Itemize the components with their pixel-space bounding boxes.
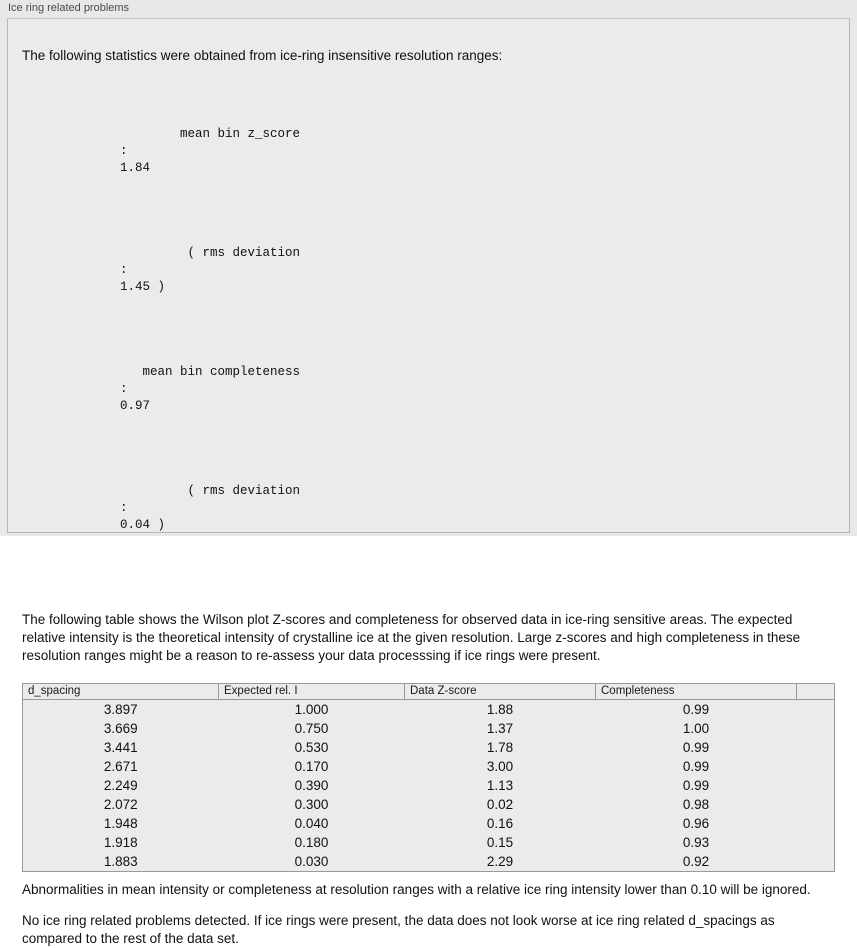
statistics-value: 1.45 ) <box>120 280 166 294</box>
cell-d-spacing: 3.441 <box>103 740 138 755</box>
cell-data-z-score: 3.00 <box>486 759 514 774</box>
intro-text: The following statistics were obtained from ice-ring insensitive resolution ranges: <box>22 48 503 63</box>
statistics-value: 0.97 <box>120 399 151 413</box>
statistics-separator: : <box>120 382 128 396</box>
cell-d-spacing: 2.671 <box>103 759 138 774</box>
cell-completeness: 0.98 <box>682 797 710 812</box>
cell-spacer <box>797 814 835 833</box>
statistics-value: 0.04 ) <box>120 518 166 532</box>
table-row <box>23 757 834 776</box>
statistics-label: mean bin z_score <box>179 127 301 141</box>
statistics-value: 1.84 <box>120 161 151 175</box>
statistics-separator: : <box>120 144 128 158</box>
cell-spacer <box>797 795 835 814</box>
table-header-row <box>23 684 834 700</box>
cell-spacer <box>797 719 835 738</box>
table-row <box>23 814 834 833</box>
cell-expected-rel-i: 0.530 <box>294 740 329 755</box>
cell-completeness: 0.99 <box>682 759 710 774</box>
conclusion-text: No ice ring related problems detected. If ice rings were present, the data does not look worse at ice ring related d_spacings as compared to the rest of the data set. <box>22 913 775 946</box>
table-row <box>23 852 834 871</box>
report-panel <box>7 18 850 946</box>
column-header-completeness: Completeness <box>596 684 797 700</box>
statistics-row <box>60 109 835 194</box>
cell-data-z-score: 1.78 <box>486 740 514 755</box>
cell-data-z-score: 0.02 <box>486 797 514 812</box>
column-header-data-z-score: Data Z-score <box>405 684 596 700</box>
cell-completeness: 0.99 <box>682 740 710 755</box>
column-header-expected-rel-i: Expected rel. I <box>219 684 405 700</box>
footnote-text: Abnormalities in mean intensity or completeness at resolution ranges with a relative ice ring intensity lower than 0.10 will be ignored. <box>22 882 811 897</box>
description-text: The following table shows the Wilson plot Z-scores and completeness for observed data in ice-ring sensitive areas. The expected relative intensity is the theoretical intensity of crystalline ice at the given resolution. Large z-scores and high completeness in these resolution ranges might be a reason to re-assess your data processsing if ice rings were present. <box>22 612 801 663</box>
cell-completeness: 0.99 <box>682 778 710 793</box>
cell-d-spacing: 1.883 <box>103 854 138 869</box>
window-title: Ice ring related problems <box>0 0 857 18</box>
statistics-label: ( rms deviation <box>187 246 301 260</box>
cell-expected-rel-i: 0.180 <box>294 835 329 850</box>
cell-completeness: 0.93 <box>682 835 710 850</box>
cell-expected-rel-i: 0.170 <box>294 759 329 774</box>
column-header-spacer <box>797 684 835 700</box>
cell-spacer <box>797 738 835 757</box>
cell-data-z-score: 1.88 <box>486 702 514 717</box>
statistics-label: ( rms deviation <box>187 484 301 498</box>
cell-d-spacing: 3.897 <box>103 702 138 717</box>
statistics-label: mean bin completeness <box>142 365 301 379</box>
table-row <box>23 776 834 795</box>
cell-completeness: 0.92 <box>682 854 710 869</box>
table-row <box>23 719 834 738</box>
table-row <box>23 700 834 720</box>
statistics-row <box>60 228 835 313</box>
cell-spacer <box>797 757 835 776</box>
cell-data-z-score: 0.16 <box>486 816 514 831</box>
cell-data-z-score: 2.29 <box>486 854 514 869</box>
cell-d-spacing: 3.669 <box>103 721 138 736</box>
cell-d-spacing: 1.948 <box>103 816 138 831</box>
cell-data-z-score: 0.15 <box>486 835 514 850</box>
cell-data-z-score: 1.37 <box>486 721 514 736</box>
cell-expected-rel-i: 1.000 <box>294 702 329 717</box>
cell-spacer <box>797 852 835 871</box>
table-row <box>23 833 834 852</box>
statistics-separator: : <box>120 501 128 515</box>
table-body <box>23 700 834 872</box>
cell-expected-rel-i: 0.390 <box>294 778 329 793</box>
cell-expected-rel-i: 0.030 <box>294 854 329 869</box>
ice-ring-table <box>22 683 835 872</box>
cell-expected-rel-i: 0.040 <box>294 816 329 831</box>
cell-spacer <box>797 776 835 795</box>
cell-expected-rel-i: 0.750 <box>294 721 329 736</box>
statistics-row <box>60 466 835 551</box>
cell-d-spacing: 2.072 <box>103 797 138 812</box>
cell-d-spacing: 2.249 <box>103 778 138 793</box>
table-row <box>23 738 834 757</box>
cell-spacer <box>797 833 835 852</box>
table-row <box>23 795 834 814</box>
cell-expected-rel-i: 0.300 <box>294 797 329 812</box>
column-header-d-spacing: d_spacing <box>23 684 219 700</box>
cell-spacer <box>797 700 835 720</box>
cell-data-z-score: 1.13 <box>486 778 514 793</box>
cell-completeness: 1.00 <box>682 721 710 736</box>
statistics-separator: : <box>120 263 128 277</box>
statistics-block <box>60 75 835 585</box>
statistics-row <box>60 347 835 432</box>
cell-completeness: 0.99 <box>682 702 710 717</box>
cell-completeness: 0.96 <box>682 816 710 831</box>
cell-d-spacing: 1.918 <box>103 835 138 850</box>
